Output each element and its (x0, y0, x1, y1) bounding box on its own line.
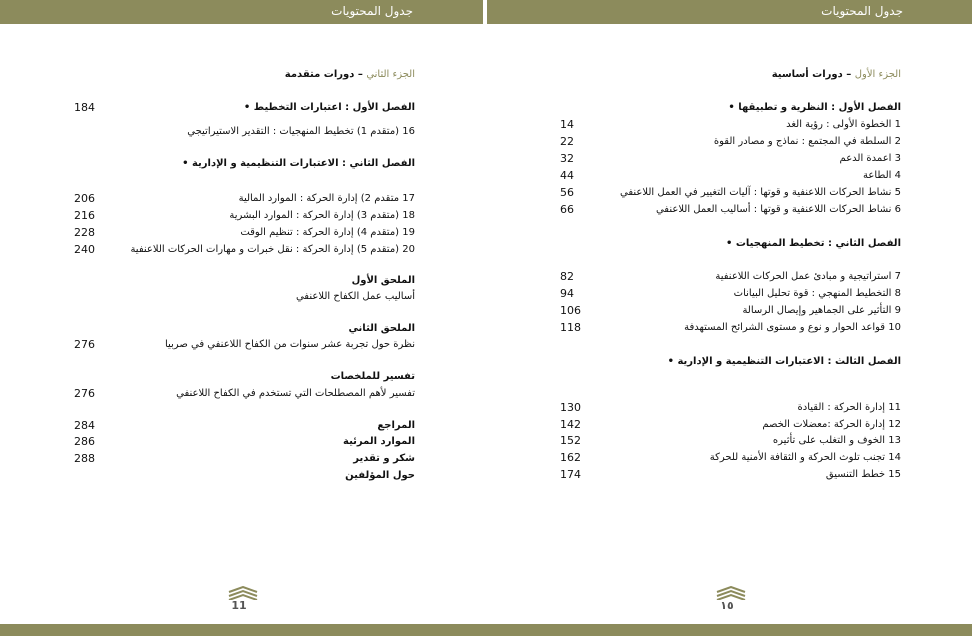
left-page-footer (223, 586, 263, 612)
about-authors-entry[interactable]: حول المؤلفين (345, 470, 415, 481)
left-running-header: جدول المحتويات (331, 4, 413, 18)
toc-page-12: 142 (560, 418, 581, 431)
chevron-stack-icon (227, 586, 259, 600)
toc-item-6[interactable]: 6 نشاط الحركات اللاعنفية و قوتها : أساليب العمل اللاعنفي (655, 204, 901, 215)
toc-page-8: 94 (560, 287, 574, 300)
toc-page-4: 44 (560, 169, 574, 182)
glossary-title[interactable]: تفسير للملخصات (330, 371, 415, 382)
left-chapter2-heading[interactable]: الفصل الثاني : الاعتبارات التنظيمية و الإدارية • (182, 157, 415, 171)
toc-item-4[interactable]: 4 الطاعة (863, 170, 901, 181)
toc-page-9: 106 (560, 304, 581, 317)
toc-item-14[interactable]: 14 تجنب تلوث الحركة و الثقافة الأمنية للحركة (709, 452, 901, 463)
toc-item-1[interactable]: 1 الخطوة الأولى : رؤية الغد (786, 119, 901, 130)
toc-item-8[interactable]: 8 التخطيط المنهجي : قوة تحليل البيانات (733, 288, 901, 299)
spine-gap (483, 0, 487, 24)
page-number: 11 (231, 599, 247, 612)
toc-item-2[interactable]: 2 السلطة في المجتمع : نماذج و مصادر القوة (713, 136, 901, 147)
toc-item-15[interactable]: 15 خطط التنسيق (825, 469, 901, 480)
right-chapter2-heading[interactable]: الفصل الثاني : تخطيط المنهجيات • (726, 237, 901, 251)
left-chapter1-page: 184 (74, 101, 95, 114)
acknowledgements-page: 288 (74, 452, 95, 465)
right-running-header: جدول المحتويات (821, 4, 903, 18)
appendix1-text[interactable]: أساليب عمل الكفاح اللاعنفي (295, 291, 415, 302)
visual-resources-entry[interactable]: الموارد المرئية (343, 436, 415, 447)
toc-page-11: 130 (560, 401, 581, 414)
toc-page-20: 240 (74, 243, 95, 256)
part-one-heading: الجزء الأول – دورات أساسية (771, 69, 901, 80)
top-band (0, 0, 972, 24)
part-two-heading: الجزء الثاني – دورات متقدمة (284, 69, 415, 80)
toc-page-10: 118 (560, 321, 581, 334)
toc-item-18[interactable]: 18 (متقدم 3) إدارة الحركة : الموارد البشرية (229, 210, 415, 221)
page-number: ١٥ (720, 599, 734, 612)
right-page (486, 24, 972, 624)
toc-item-9[interactable]: 9 التأثير على الجماهير وإيصال الرسالة (742, 305, 901, 316)
appendix2-text[interactable]: نظرة حول تجربة عشر سنوات من الكفاح اللاعنفي في صربيا (164, 339, 415, 350)
toc-item-5[interactable]: 5 نشاط الحركات اللاعنفية و قوتها : آليات التغيير في العمل اللاعنفي (620, 187, 901, 198)
toc-item-10[interactable]: 10 قواعد الحوار و نوع و مستوى الشرائح المستهدفة (684, 322, 901, 333)
right-chapter1-heading[interactable]: الفصل الأول : النظرية و تطبيقها • (728, 101, 901, 115)
toc-item-12[interactable]: 12 إدارة الحركة :معضلات الخصم (762, 419, 901, 430)
toc-page-17: 206 (74, 192, 95, 205)
toc-page-2: 22 (560, 135, 574, 148)
references-page: 284 (74, 419, 95, 432)
toc-page-1: 14 (560, 118, 574, 131)
right-chapter3-heading[interactable]: الفصل الثالث : الاعتبارات التنظيمية و الإدارية • (668, 355, 901, 369)
left-chapter1-heading[interactable]: الفصل الأول : اعتبارات التخطيط • (244, 101, 415, 115)
toc-item-7[interactable]: 7 استراتيجية و مبادئ عمل الحركات اللاعنفية (715, 271, 901, 282)
toc-page-5: 56 (560, 186, 574, 199)
toc-item-17[interactable]: 17 متقدم 2) إدارة الحركة : الموارد المالية (238, 193, 415, 204)
toc-page-14: 162 (560, 451, 581, 464)
appendix1-title[interactable]: الملحق الأول (351, 275, 415, 286)
toc-item-20[interactable]: 20 (متقدم 5) إدارة الحركة : نقل خبرات و مهارات الحركات اللاعنفية (130, 244, 415, 255)
toc-page-3: 32 (560, 152, 574, 165)
toc-item-13[interactable]: 13 الخوف و التغلب على تأثيره (772, 435, 901, 446)
toc-page-18: 216 (74, 209, 95, 222)
references-entry[interactable]: المراجع (377, 420, 415, 431)
chevron-stack-icon (715, 586, 747, 600)
left-page (0, 24, 486, 624)
toc-page-19: 228 (74, 226, 95, 239)
appendix2-page: 276 (74, 338, 95, 351)
glossary-text[interactable]: تفسير لأهم المصطلحات التي تستخدم في الكفاح اللاعنفي (176, 388, 415, 399)
toc-page-6: 66 (560, 203, 574, 216)
toc-item-11[interactable]: 11 إدارة الحركة : القيادة (797, 402, 901, 413)
bottom-band (0, 624, 972, 636)
acknowledgements-entry[interactable]: شكر و تقدير (353, 453, 415, 464)
toc-item-19[interactable]: 19 (متقدم 4) إدارة الحركة : تنظيم الوقت (240, 227, 415, 238)
glossary-page: 276 (74, 387, 95, 400)
appendix2-title[interactable]: الملحق الثاني (348, 323, 415, 334)
toc-page-13: 152 (560, 434, 581, 447)
toc-page-7: 82 (560, 270, 574, 283)
right-page-footer (711, 586, 751, 612)
toc-item-16[interactable]: 16 (متقدم 1) تخطيط المنهجيات : التقدير الاستيراتيجي (187, 126, 415, 137)
toc-item-3[interactable]: 3 اعمدة الدعم (839, 153, 901, 164)
visual-resources-page: 286 (74, 435, 95, 448)
toc-page-15: 174 (560, 468, 581, 481)
